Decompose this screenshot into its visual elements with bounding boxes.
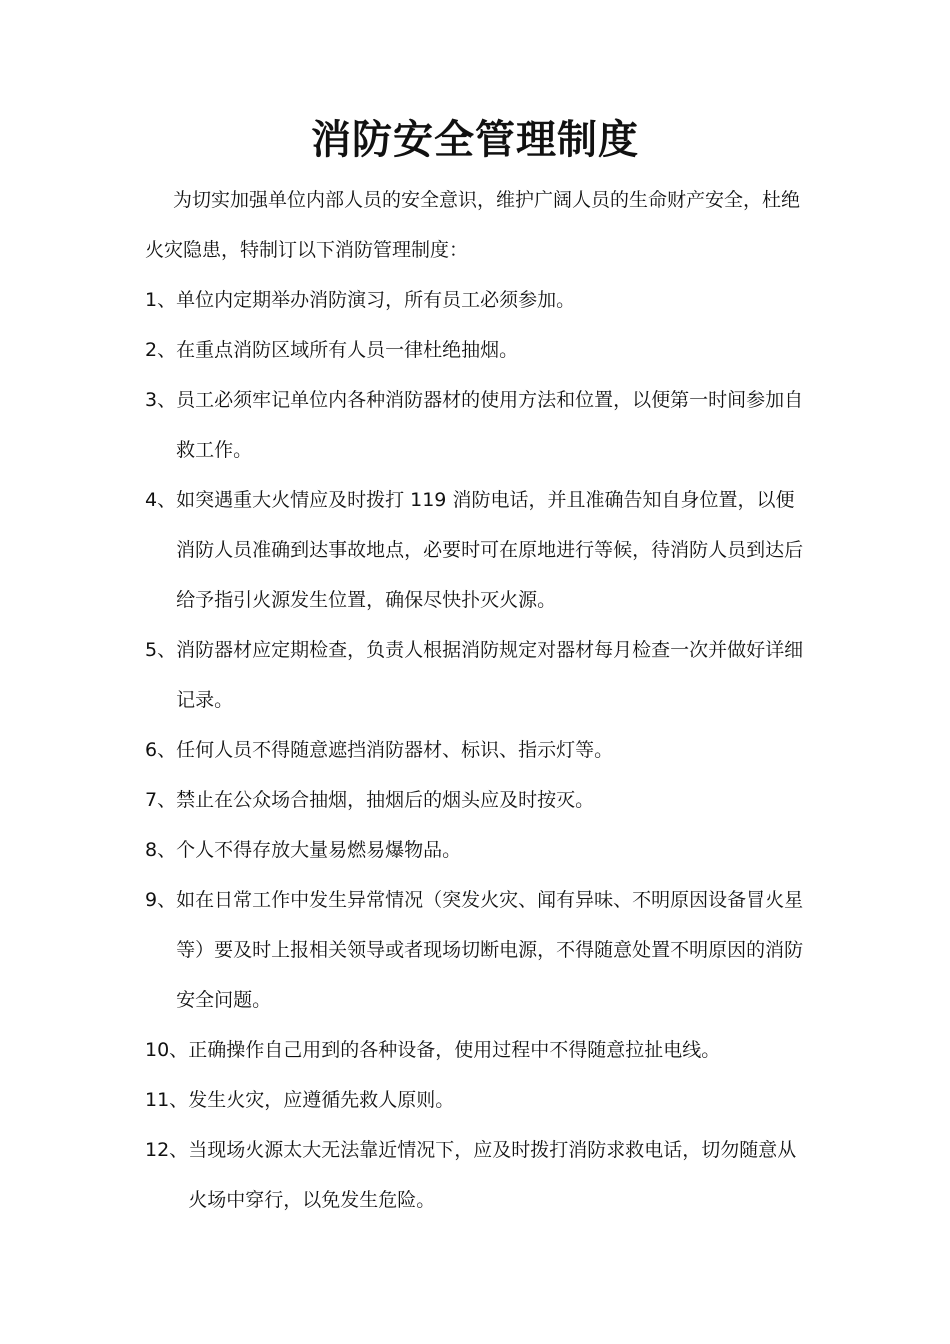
rule-text: 员工必须牢记单位内各种消防器材的使用方法和位置，以便第一时间参加自救工作。 (176, 389, 804, 461)
rule-item-4 (145, 475, 810, 625)
rule-item-6 (145, 725, 810, 775)
rule-item-12 (145, 1125, 810, 1225)
rule-text: 如突遇重大火情应及时拨打 119 消防电话，并且准确告知自身位置，以便消防人员准确到达事故地点，必要时可在原地进行等候，待消防人员到达后给予指引火源发生位置，确保尽快扑灭火源。 (176, 489, 804, 611)
rule-number: 7、 (145, 789, 177, 811)
page-title: 消防安全管理制度 (311, 117, 639, 163)
rule-item-5 (145, 625, 810, 725)
rule-item-3 (145, 375, 810, 475)
rule-text: 个人不得存放大量易燃易爆物品。 (176, 839, 462, 861)
document-body (145, 175, 810, 1225)
rule-number: 6、 (145, 739, 177, 761)
rule-number: 4、 (145, 489, 177, 511)
rule-number: 12、 (145, 1139, 189, 1161)
rule-item-8 (145, 825, 810, 875)
rule-text: 禁止在公众场合抽烟，抽烟后的烟头应及时按灭。 (176, 789, 595, 811)
rule-number: 3、 (145, 389, 177, 411)
rule-item-11 (145, 1075, 810, 1125)
rule-text: 正确操作自己用到的各种设备，使用过程中不得随意拉扯电线。 (188, 1039, 721, 1061)
rule-text: 在重点消防区域所有人员一律杜绝抽烟。 (176, 339, 519, 361)
rule-number: 8、 (145, 839, 177, 861)
rule-text: 如在日常工作中发生异常情况（突发火灾、闻有异味、不明原因设备冒火星等）要及时上报相关领导或者现场切断电源，不得随意处置不明原因的消防安全问题。 (176, 889, 804, 1011)
rule-item-2 (145, 325, 810, 375)
rule-text: 发生火灾，应遵循先救人原则。 (188, 1089, 455, 1111)
rule-text: 任何人员不得随意遮挡消防器材、标识、指示灯等。 (176, 739, 614, 761)
rule-number: 10、 (145, 1039, 189, 1061)
rule-number: 1、 (145, 289, 177, 311)
rule-number: 2、 (145, 339, 177, 361)
rule-number: 9、 (145, 889, 177, 911)
rule-item-10 (145, 1025, 810, 1075)
rule-text: 消防器材应定期检查，负责人根据消防规定对器材每月检查一次并做好详细记录。 (176, 639, 804, 711)
rule-item-1 (145, 275, 810, 325)
rule-item-9 (145, 875, 810, 1025)
rule-number: 11、 (145, 1089, 189, 1111)
rule-text: 当现场火源太大无法靠近情况下，应及时拨打消防求救电话，切勿随意从火场中穿行，以免发生危险。 (188, 1139, 797, 1211)
rule-number: 5、 (145, 639, 177, 661)
rule-text: 单位内定期举办消防演习，所有员工必须参加。 (176, 289, 576, 311)
intro-paragraph: 为切实加强单位内部人员的安全意识，维护广阔人员的生命财产安全，杜绝火灾隐患，特制订以下消防管理制度： (145, 189, 801, 261)
rule-item-7 (145, 775, 810, 825)
